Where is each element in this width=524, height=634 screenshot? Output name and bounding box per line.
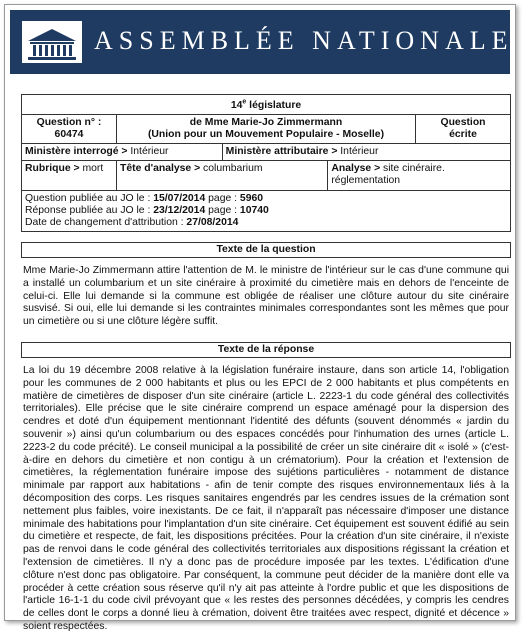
question-type-cell xyxy=(416,115,511,144)
question-type-line2: écrite xyxy=(449,129,477,141)
answer-text: La loi du 19 décembre 2008 relative à la législation funéraire instaure, dans son article 14, l'obligation pour les communes de 2 000 habitants et plus ou les EPCI de 2 000 habitants et plus compétents en matière de cimetières de disposer d'un site cinéraire (article L. 2223-1 du code général des collectivités territoriales). Elle précise que le site cinéraire comprend un espace aménagé pour la dispersion des cendres et doté d'un équipement mentionnant l'identité des défunts (souvent dénommés « jardin du souvenir ») ainsi qu'un columbarium ou des espaces concédés pour l'inhumation des urnes (article L. 2223-2 du code précité). Le conseil municipal a la possibilité de créer un site cinéraire dit « isolé » (c'est-à-dire en dehors du cimetière et non contigu à un crématorium). Pour la création et l'extension de cimetières, la réglementation funéraire impose des sujétions particulières - notamment de distance minimale par rapport aux habitations - afin de tenir compte des risques environnementaux liés à la décomposition des corps. Les risques sanitaires engendrés par les cendres issues de la crémation sont nettement plus faibles, voire inexistants. De ce fait, il n'apparaît pas nécessaire d'imposer une distance minimale des habitations pour l'implantation d'un site cinéraire. Cet équipement est souvent édifié au sein du cimetière et respecte, de fait, les dispositions précitées. Pour la création d'un site cinéraire, il n'existe pas de renvoi dans le code général des collectivités territoriales aux dispositions régissant la création et l'extension de cimetières. Il n'y a donc pas de procédure imposée par les textes. L'édification d'une clôture n'est donc pas obligatoire. Par conséquent, la commune peut décider de la manière dont elle va procéder à cette création sous réserve qu'il n'y ait pas atteinte à l'ordre public et que les dispositions de l'article 16-1-1 du code civil prévoyant que « les restes des personnes décédées, y compris les cendres de celles dont le corps a donné lieu à crémation, doivent être traitées avec respect, dignité et décence » soient respectées. xyxy=(23,365,509,632)
change-date-label: Date de changement d'attribution : xyxy=(25,217,187,229)
question-info-table xyxy=(21,94,511,232)
answer-pub-label: Réponse publiée au JO le : xyxy=(25,205,154,217)
analyse-value: site cinéraire. réglementation xyxy=(331,163,445,187)
analyse-label: Analyse > xyxy=(331,163,381,175)
tete-analyse-cell xyxy=(117,161,328,191)
legislature-cell xyxy=(22,95,511,115)
ministere-attributaire-label: Ministère attributaire > xyxy=(225,146,338,158)
question-pub-date: 15/07/2014 xyxy=(153,193,206,205)
question-text-heading: Texte de la question xyxy=(21,242,511,258)
tete-analyse-value: columbarium xyxy=(200,163,263,175)
ministere-attributaire-cell xyxy=(222,144,510,161)
dates-cell xyxy=(22,191,511,232)
rubrique-cell xyxy=(22,161,117,191)
legislature-sup: e xyxy=(242,99,247,106)
page-frame xyxy=(4,4,516,632)
change-date: 27/08/2014 xyxy=(186,217,239,229)
ministere-attributaire-value: Intérieur xyxy=(337,146,379,158)
question-type-line1: Question xyxy=(440,117,486,129)
legislature-label: législature xyxy=(246,100,302,112)
tete-analyse-label: Tête d'analyse > xyxy=(120,163,201,175)
answer-text-heading: Texte de la réponse xyxy=(21,342,511,358)
rubrique-label: Rubrique > xyxy=(25,163,80,175)
banner-title: ASSEMBLÉE NATIONALE xyxy=(94,26,514,55)
ministere-interroge-cell xyxy=(22,144,223,161)
analyse-cell xyxy=(328,161,511,191)
question-number-label: Question n° : xyxy=(36,117,102,129)
question-pub-page-label: page : xyxy=(205,193,240,205)
question-pub-label: Question publiée au JO le : xyxy=(25,193,154,205)
ministere-interroge-label: Ministère interrogé > xyxy=(25,146,128,158)
question-author-cell xyxy=(117,115,416,144)
answer-pub-date: 23/12/2014 xyxy=(153,205,206,217)
question-group: (Union pour un Mouvement Populaire - Moselle) xyxy=(147,129,385,141)
rubrique-value: mort xyxy=(79,163,104,175)
answer-pub-page-label: page : xyxy=(205,205,240,217)
question-text: Mme Marie-Jo Zimmermann attire l'attention de M. le ministre de l'intérieur sur le cas d'une commune qui a installé un columbarium et un site cinéraire à proximité du cimetière mais en dehors de l'enceinte de celui-ci. Elle lui demande si la commune est obligée de réaliser une clôture autour du site cinéraire susvisé. Si oui, elle lui demande si les contraintes minimales correspondantes sont les mêmes que pour un cimetière ou si une clôture légère suffit. xyxy=(23,265,509,328)
question-pub-page: 5960 xyxy=(239,193,264,205)
question-author: de Mme Marie-Jo Zimmermann xyxy=(189,117,343,129)
header-banner xyxy=(10,10,514,74)
legislature-number: 14 xyxy=(230,100,243,112)
answer-pub-page: 10740 xyxy=(239,205,269,217)
ministere-interroge-value: Intérieur xyxy=(127,146,169,158)
question-number-cell xyxy=(22,115,117,144)
assemblee-logo-icon xyxy=(22,21,82,63)
question-number: 60474 xyxy=(54,129,84,141)
